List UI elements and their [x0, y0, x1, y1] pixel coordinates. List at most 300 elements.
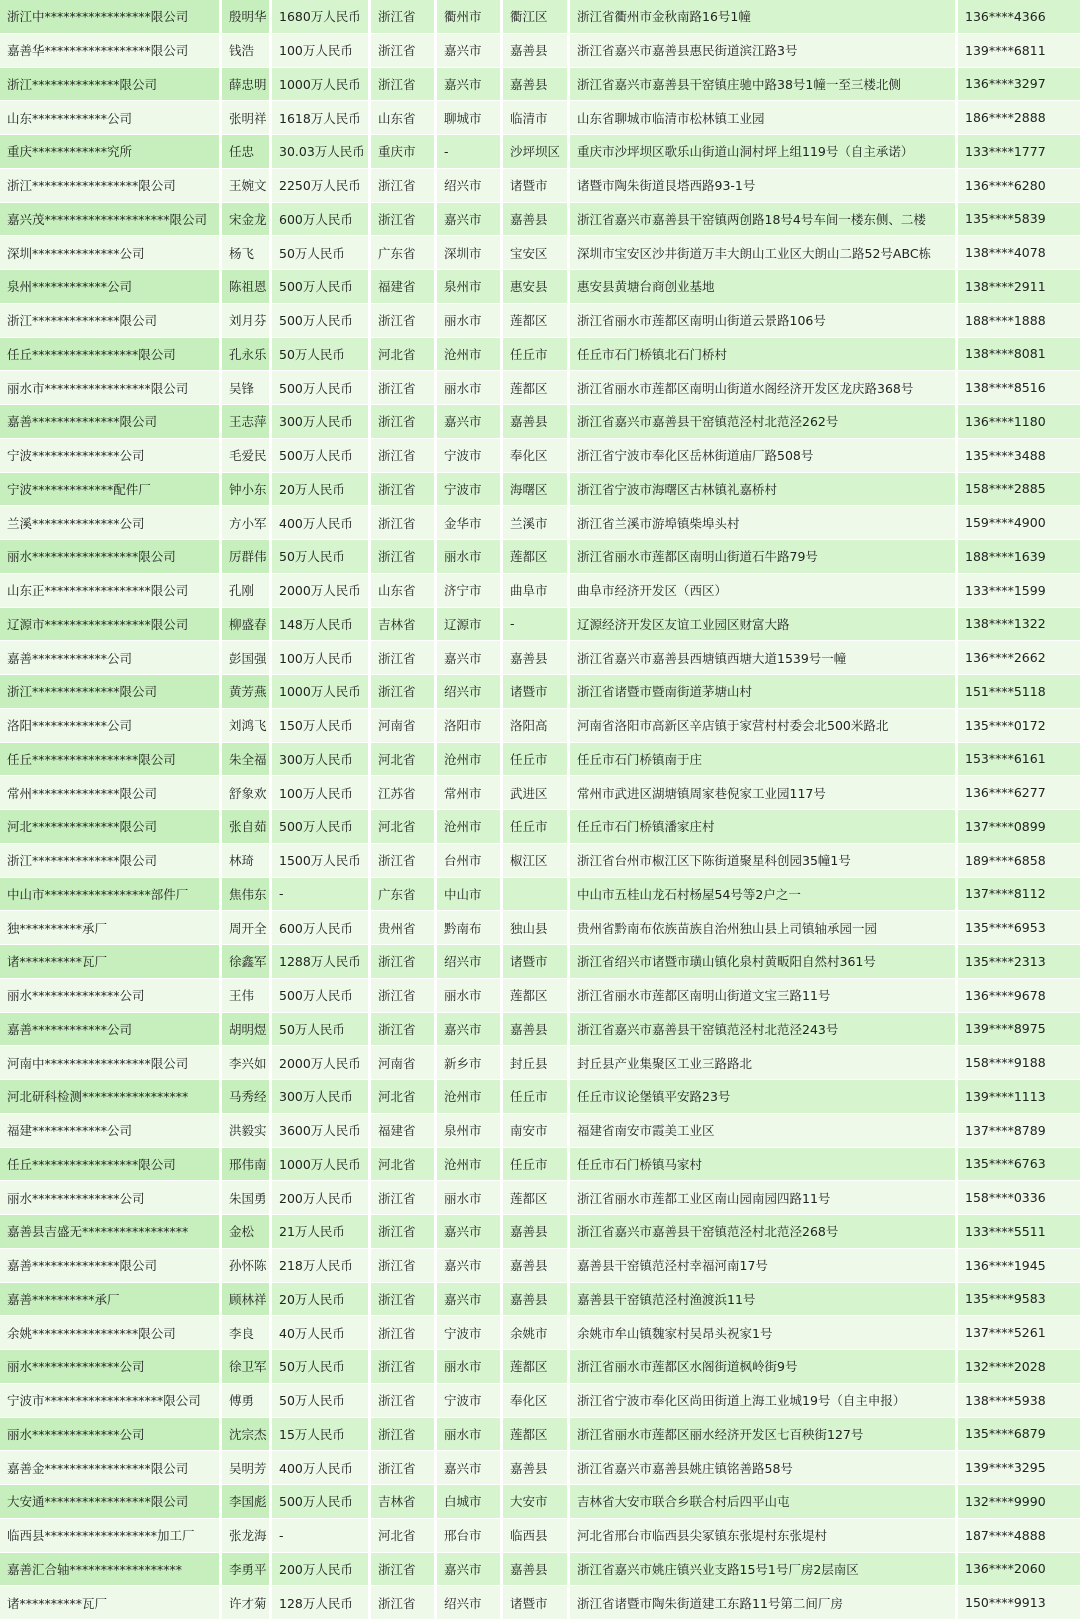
registered-capital-cell: 500万人民币 [272, 439, 371, 472]
phone-cell: 139****6811 [958, 34, 1080, 67]
district-cell: 衢江区 [503, 0, 570, 33]
phone-cell: 133****1777 [958, 135, 1080, 168]
company-name-cell: 余姚*****************限公司 [0, 1316, 222, 1349]
table-row [0, 776, 1080, 810]
table-row [0, 608, 1080, 642]
table-row [0, 135, 1080, 169]
phone-cell: 139****3295 [958, 1451, 1080, 1484]
province-cell: 浙江省 [371, 675, 437, 708]
table-row [0, 0, 1080, 34]
company-name-cell: 丽水**************公司 [0, 1418, 222, 1451]
district-cell: 奉化区 [503, 1384, 570, 1417]
registered-capital-cell: 1000万人民币 [272, 675, 371, 708]
district-cell: 余姚市 [503, 1316, 570, 1349]
province-cell: 河北省 [371, 1080, 437, 1113]
address-cell: 浙江省嘉兴市嘉善县干窑镇范泾村北范泾243号 [570, 1013, 958, 1046]
company-name-cell: 嘉善************公司 [0, 641, 222, 674]
table-row [0, 68, 1080, 102]
district-cell: 海曙区 [503, 473, 570, 506]
district-cell: 莲都区 [503, 540, 570, 573]
registered-capital-cell: 50万人民币 [272, 1013, 371, 1046]
table-row [0, 641, 1080, 675]
province-cell: 浙江省 [371, 0, 437, 33]
district-cell: 莲都区 [503, 371, 570, 404]
address-cell: 浙江省诸暨市暨南街道茅塘山村 [570, 675, 958, 708]
registered-capital-cell: - [272, 878, 371, 911]
registered-capital-cell: 50万人民币 [272, 1384, 371, 1417]
phone-cell: 132****2028 [958, 1350, 1080, 1383]
table-row [0, 810, 1080, 844]
company-name-cell: 任丘*****************限公司 [0, 338, 222, 371]
registered-capital-cell: 500万人民币 [272, 371, 371, 404]
province-cell: 浙江省 [371, 473, 437, 506]
district-cell: 嘉善县 [503, 1249, 570, 1282]
company-name-cell: 重庆************究所 [0, 135, 222, 168]
registered-capital-cell: 100万人民币 [272, 34, 371, 67]
contact-person-cell: 薛忠明 [222, 68, 272, 101]
company-name-cell: 宁波*************配件厂 [0, 473, 222, 506]
company-name-cell: 丽水*****************限公司 [0, 540, 222, 573]
city-cell: 嘉兴市 [437, 1013, 503, 1046]
company-name-cell: 任丘*****************限公司 [0, 743, 222, 776]
contact-person-cell: 吴锋 [222, 371, 272, 404]
district-cell: 诸暨市 [503, 169, 570, 202]
province-cell: 河南省 [371, 709, 437, 742]
district-cell: 诸暨市 [503, 675, 570, 708]
district-cell: 嘉善县 [503, 1215, 570, 1248]
address-cell: 河北省邢台市临西县尖冢镇东张堤村东张堤村 [570, 1519, 958, 1552]
registered-capital-cell: 1500万人民币 [272, 844, 371, 877]
address-cell: 浙江省丽水市莲都区南明山街道文宝三路11号 [570, 979, 958, 1012]
phone-cell: 136****2662 [958, 641, 1080, 674]
district-cell: 临清市 [503, 101, 570, 134]
table-row [0, 1114, 1080, 1148]
contact-person-cell: 钟小东 [222, 473, 272, 506]
contact-person-cell: 沈宗杰 [222, 1418, 272, 1451]
address-cell: 浙江省嘉兴市嘉善县姚庄镇铭善路58号 [570, 1451, 958, 1484]
district-cell: 洛阳高 [503, 709, 570, 742]
table-row [0, 439, 1080, 473]
address-cell: 深圳市宝安区沙井街道万丰大朗山工业区大朗山二路52号ABC栋 [570, 236, 958, 269]
table-row [0, 1350, 1080, 1384]
city-cell: 邢台市 [437, 1519, 503, 1552]
contact-person-cell: 徐卫军 [222, 1350, 272, 1383]
phone-cell: 136****1180 [958, 405, 1080, 438]
contact-person-cell: 徐鑫军 [222, 945, 272, 978]
contact-person-cell: 钱浩 [222, 34, 272, 67]
table-row [0, 371, 1080, 405]
company-name-cell: 大安通*****************限公司 [0, 1485, 222, 1518]
phone-cell: 151****5118 [958, 675, 1080, 708]
phone-cell: 189****6858 [958, 844, 1080, 877]
province-cell: 山东省 [371, 574, 437, 607]
district-cell: 曲阜市 [503, 574, 570, 607]
contact-person-cell: 彭国强 [222, 641, 272, 674]
phone-cell: 138****4078 [958, 236, 1080, 269]
address-cell: 嘉善县干窑镇范泾村幸福河南17号 [570, 1249, 958, 1282]
address-cell: 浙江省嘉兴市嘉善县干窑镇范泾村北范泾262号 [570, 405, 958, 438]
table-row [0, 675, 1080, 709]
contact-person-cell: 周开全 [222, 911, 272, 944]
phone-cell: 187****4888 [958, 1519, 1080, 1552]
address-cell: 封丘县产业集聚区工业三路路北 [570, 1046, 958, 1079]
province-cell: 浙江省 [371, 169, 437, 202]
company-name-cell: 丽水市*****************限公司 [0, 371, 222, 404]
company-name-cell: 河北研科检测***************** [0, 1080, 222, 1113]
registered-capital-cell: 1000万人民币 [272, 1148, 371, 1181]
province-cell: 浙江省 [371, 1181, 437, 1214]
contact-person-cell: 柳盛春 [222, 608, 272, 641]
district-cell [503, 878, 570, 911]
district-cell: 嘉善县 [503, 1451, 570, 1484]
address-cell: 辽源经济开发区友谊工业园区财富大路 [570, 608, 958, 641]
table-row [0, 1148, 1080, 1182]
district-cell: 独山县 [503, 911, 570, 944]
phone-cell: 188****1888 [958, 304, 1080, 337]
city-cell: 金华市 [437, 506, 503, 539]
district-cell: 任丘市 [503, 338, 570, 371]
province-cell: 山东省 [371, 101, 437, 134]
district-cell: 封丘县 [503, 1046, 570, 1079]
company-name-cell: 嘉善县吉盛无***************** [0, 1215, 222, 1248]
province-cell: 浙江省 [371, 1013, 437, 1046]
registered-capital-cell: 500万人民币 [272, 810, 371, 843]
city-cell: 嘉兴市 [437, 1249, 503, 1282]
address-cell: 河南省洛阳市高新区辛店镇于家营村村委会北500米路北 [570, 709, 958, 742]
city-cell: 宁波市 [437, 1316, 503, 1349]
contact-person-cell: 马秀经 [222, 1080, 272, 1113]
contact-person-cell: 洪毅实 [222, 1114, 272, 1147]
district-cell: 莲都区 [503, 1418, 570, 1451]
address-cell: 浙江省嘉兴市嘉善县干窑镇范泾村北范泾268号 [570, 1215, 958, 1248]
address-cell: 中山市五桂山龙石村杨屋54号等2户之一 [570, 878, 958, 911]
phone-cell: 136****6280 [958, 169, 1080, 202]
province-cell: 浙江省 [371, 945, 437, 978]
province-cell: 河南省 [371, 1046, 437, 1079]
address-cell: 浙江省嘉兴市嘉善县西塘镇西塘大道1539号一幢 [570, 641, 958, 674]
phone-cell: 136****3297 [958, 68, 1080, 101]
phone-cell: 136****1945 [958, 1249, 1080, 1282]
city-cell: 绍兴市 [437, 169, 503, 202]
city-cell: 绍兴市 [437, 675, 503, 708]
registered-capital-cell: - [272, 1519, 371, 1552]
province-cell: 福建省 [371, 1114, 437, 1147]
company-name-cell: 丽水**************公司 [0, 1350, 222, 1383]
district-cell: 莲都区 [503, 979, 570, 1012]
province-cell: 吉林省 [371, 1485, 437, 1518]
registered-capital-cell: 500万人民币 [272, 270, 371, 303]
table-row [0, 1283, 1080, 1317]
province-cell: 河北省 [371, 1148, 437, 1181]
address-cell: 诸暨市陶朱街道艮塔西路93-1号 [570, 169, 958, 202]
phone-cell: 135****3488 [958, 439, 1080, 472]
table-row [0, 1451, 1080, 1485]
registered-capital-cell: 300万人民币 [272, 743, 371, 776]
phone-cell: 136****9678 [958, 979, 1080, 1012]
city-cell: 嘉兴市 [437, 1215, 503, 1248]
company-name-cell: 嘉善**************限公司 [0, 405, 222, 438]
company-name-cell: 诸**********瓦厂 [0, 1586, 222, 1619]
contact-person-cell: 焦伟东 [222, 878, 272, 911]
contact-person-cell: 李兴如 [222, 1046, 272, 1079]
company-name-cell: 中山市*****************部件厂 [0, 878, 222, 911]
address-cell: 浙江省丽水市莲都区南明山街道水阁经济开发区龙庆路368号 [570, 371, 958, 404]
table-row [0, 1553, 1080, 1587]
registered-capital-cell: 300万人民币 [272, 405, 371, 438]
address-cell: 浙江省嘉兴市嘉善县干窑镇庄驰中路38号1幢一至三楼北侧 [570, 68, 958, 101]
company-name-cell: 独**********承厂 [0, 911, 222, 944]
registered-capital-cell: 2000万人民币 [272, 1046, 371, 1079]
district-cell: 椒江区 [503, 844, 570, 877]
table-row [0, 878, 1080, 912]
table-row [0, 979, 1080, 1013]
address-cell: 浙江省嘉兴市嘉善县惠民街道滨江路3号 [570, 34, 958, 67]
district-cell: 武进区 [503, 776, 570, 809]
city-cell: 泉州市 [437, 1114, 503, 1147]
address-cell: 浙江省丽水市莲都区南明山街道云景路106号 [570, 304, 958, 337]
contact-person-cell: 刘月芬 [222, 304, 272, 337]
company-name-cell: 嘉善汇合轴****************** [0, 1553, 222, 1586]
phone-cell: 153****6161 [958, 743, 1080, 776]
phone-cell: 132****9990 [958, 1485, 1080, 1518]
address-cell: 常州市武进区湖塘镇周家巷倪家工业园117号 [570, 776, 958, 809]
contact-person-cell: 林琦 [222, 844, 272, 877]
province-cell: 浙江省 [371, 1350, 437, 1383]
district-cell: 任丘市 [503, 810, 570, 843]
city-cell: - [437, 135, 503, 168]
city-cell: 宁波市 [437, 473, 503, 506]
contact-person-cell: 张明祥 [222, 101, 272, 134]
contact-person-cell: 黄芳燕 [222, 675, 272, 708]
company-name-cell: 深圳**************公司 [0, 236, 222, 269]
registered-capital-cell: 400万人民币 [272, 1451, 371, 1484]
district-cell: 任丘市 [503, 1148, 570, 1181]
phone-cell: 137****0899 [958, 810, 1080, 843]
contact-person-cell: 张龙海 [222, 1519, 272, 1552]
contact-person-cell: 孙怀陈 [222, 1249, 272, 1282]
phone-cell: 158****9188 [958, 1046, 1080, 1079]
registered-capital-cell: 148万人民币 [272, 608, 371, 641]
contact-person-cell: 吴明芳 [222, 1451, 272, 1484]
company-name-cell: 任丘*****************限公司 [0, 1148, 222, 1181]
province-cell: 浙江省 [371, 34, 437, 67]
province-cell: 浙江省 [371, 1384, 437, 1417]
contact-person-cell: 孔永乐 [222, 338, 272, 371]
company-name-cell: 嘉善**********承厂 [0, 1283, 222, 1316]
registered-capital-cell: 1618万人民币 [272, 101, 371, 134]
city-cell: 丽水市 [437, 371, 503, 404]
table-row [0, 1586, 1080, 1620]
phone-cell: 133****1599 [958, 574, 1080, 607]
contact-person-cell: 李国彪 [222, 1485, 272, 1518]
table-row [0, 1046, 1080, 1080]
address-cell: 浙江省宁波市奉化区岳林街道庙厂路508号 [570, 439, 958, 472]
company-name-cell: 兰溪**************公司 [0, 506, 222, 539]
registered-capital-cell: 3600万人民币 [272, 1114, 371, 1147]
company-name-cell: 浙江*****************限公司 [0, 169, 222, 202]
registered-capital-cell: 50万人民币 [272, 236, 371, 269]
contact-person-cell: 杨飞 [222, 236, 272, 269]
address-cell: 浙江省台州市椒江区下陈街道聚星科创园35幢1号 [570, 844, 958, 877]
district-cell: 奉化区 [503, 439, 570, 472]
district-cell: 莲都区 [503, 1350, 570, 1383]
registered-capital-cell: 1288万人民币 [272, 945, 371, 978]
province-cell: 浙江省 [371, 405, 437, 438]
district-cell: - [503, 608, 570, 641]
city-cell: 白城市 [437, 1485, 503, 1518]
district-cell: 莲都区 [503, 304, 570, 337]
phone-cell: 135****6763 [958, 1148, 1080, 1181]
city-cell: 台州市 [437, 844, 503, 877]
table-row [0, 1418, 1080, 1452]
phone-cell: 150****9913 [958, 1586, 1080, 1619]
registered-capital-cell: 400万人民币 [272, 506, 371, 539]
contact-person-cell: 殷明华 [222, 0, 272, 33]
province-cell: 浙江省 [371, 1553, 437, 1586]
address-cell: 任丘市石门桥镇马家村 [570, 1148, 958, 1181]
district-cell: 诸暨市 [503, 945, 570, 978]
company-name-cell: 嘉兴茂********************限公司 [0, 203, 222, 236]
registered-capital-cell: 21万人民币 [272, 1215, 371, 1248]
address-cell: 重庆市沙坪坝区歌乐山街道山洞村坪上组119号（自主承诺） [570, 135, 958, 168]
registered-capital-cell: 600万人民币 [272, 911, 371, 944]
phone-cell: 137****5261 [958, 1316, 1080, 1349]
table-row [0, 1384, 1080, 1418]
table-row [0, 1249, 1080, 1283]
registered-capital-cell: 100万人民币 [272, 641, 371, 674]
province-cell: 河北省 [371, 743, 437, 776]
address-cell: 浙江省兰溪市游埠镇柴埠头村 [570, 506, 958, 539]
registered-capital-cell: 20万人民币 [272, 1283, 371, 1316]
company-name-cell: 嘉善华*****************限公司 [0, 34, 222, 67]
phone-cell: 138****2911 [958, 270, 1080, 303]
company-name-cell: 浙江**************限公司 [0, 844, 222, 877]
phone-cell: 135****0172 [958, 709, 1080, 742]
phone-cell: 135****9583 [958, 1283, 1080, 1316]
province-cell: 浙江省 [371, 540, 437, 573]
contact-person-cell: 李勇平 [222, 1553, 272, 1586]
district-cell: 宝安区 [503, 236, 570, 269]
city-cell: 衢州市 [437, 0, 503, 33]
district-cell: 莲都区 [503, 1181, 570, 1214]
registered-capital-cell: 2250万人民币 [272, 169, 371, 202]
table-row [0, 506, 1080, 540]
registered-capital-cell: 15万人民币 [272, 1418, 371, 1451]
district-cell: 嘉善县 [503, 1013, 570, 1046]
table-row [0, 473, 1080, 507]
address-cell: 贵州省黔南布依族苗族自治州独山县上司镇轴承园一园 [570, 911, 958, 944]
phone-cell: 139****1113 [958, 1080, 1080, 1113]
address-cell: 浙江省丽水市莲都区丽水经济开发区七百秧街127号 [570, 1418, 958, 1451]
contact-person-cell: 王伟 [222, 979, 272, 1012]
district-cell: 沙坪坝区 [503, 135, 570, 168]
city-cell: 辽源市 [437, 608, 503, 641]
province-cell: 贵州省 [371, 911, 437, 944]
district-cell: 惠安县 [503, 270, 570, 303]
company-name-cell: 丽水**************公司 [0, 1181, 222, 1214]
contact-person-cell: 金松 [222, 1215, 272, 1248]
province-cell: 重庆市 [371, 135, 437, 168]
contact-person-cell: 厉群伟 [222, 540, 272, 573]
registered-capital-cell: 200万人民币 [272, 1181, 371, 1214]
city-cell: 丽水市 [437, 1181, 503, 1214]
address-cell: 浙江省诸暨市陶朱街道建工东路11号第二间厂房 [570, 1586, 958, 1619]
address-cell: 吉林省大安市联合乡联合村后四平山屯 [570, 1485, 958, 1518]
registered-capital-cell: 30.03万人民币 [272, 135, 371, 168]
table-row [0, 338, 1080, 372]
address-cell: 浙江省衢州市金秋南路16号1幢 [570, 0, 958, 33]
district-cell: 大安市 [503, 1485, 570, 1518]
table-row [0, 911, 1080, 945]
address-cell: 任丘市议论堡镇平安路23号 [570, 1080, 958, 1113]
registered-capital-cell: 300万人民币 [272, 1080, 371, 1113]
city-cell: 黔南布 [437, 911, 503, 944]
district-cell: 嘉善县 [503, 1283, 570, 1316]
company-name-cell: 浙江中*****************限公司 [0, 0, 222, 33]
contact-person-cell: 刘鸿飞 [222, 709, 272, 742]
district-cell: 兰溪市 [503, 506, 570, 539]
table-row [0, 169, 1080, 203]
registered-capital-cell: 128万人民币 [272, 1586, 371, 1619]
table-row [0, 1181, 1080, 1215]
district-cell: 任丘市 [503, 1080, 570, 1113]
address-cell: 嘉善县干窑镇范泾村渔渡浜11号 [570, 1283, 958, 1316]
address-cell: 任丘市石门桥镇北石门桥村 [570, 338, 958, 371]
address-cell: 任丘市石门桥镇南于庄 [570, 743, 958, 776]
district-cell: 嘉善县 [503, 34, 570, 67]
phone-cell: 186****2888 [958, 101, 1080, 134]
company-name-cell: 临西县******************加工厂 [0, 1519, 222, 1552]
company-name-cell: 宁波**************公司 [0, 439, 222, 472]
registered-capital-cell: 50万人民币 [272, 1350, 371, 1383]
contact-person-cell: 王婉文 [222, 169, 272, 202]
province-cell: 浙江省 [371, 1418, 437, 1451]
contact-person-cell: 朱全福 [222, 743, 272, 776]
phone-cell: 158****2885 [958, 473, 1080, 506]
phone-cell: 135****6879 [958, 1418, 1080, 1451]
city-cell: 丽水市 [437, 304, 503, 337]
contact-person-cell: 宋金龙 [222, 203, 272, 236]
address-cell: 浙江省嘉兴市嘉善县干窑镇两创路18号4号车间一楼东侧、二楼 [570, 203, 958, 236]
province-cell: 浙江省 [371, 979, 437, 1012]
company-name-cell: 嘉善**************限公司 [0, 1249, 222, 1282]
phone-cell: 135****5839 [958, 203, 1080, 236]
table-row [0, 540, 1080, 574]
table-row [0, 743, 1080, 777]
district-cell: 任丘市 [503, 743, 570, 776]
address-cell: 福建省南安市霞美工业区 [570, 1114, 958, 1147]
province-cell: 福建省 [371, 270, 437, 303]
phone-cell: 138****8516 [958, 371, 1080, 404]
phone-cell: 137****8112 [958, 878, 1080, 911]
phone-cell: 138****1322 [958, 608, 1080, 641]
city-cell: 洛阳市 [437, 709, 503, 742]
contact-person-cell: 邢伟南 [222, 1148, 272, 1181]
city-cell: 绍兴市 [437, 945, 503, 978]
province-cell: 浙江省 [371, 371, 437, 404]
city-cell: 新乡市 [437, 1046, 503, 1079]
table-row [0, 34, 1080, 68]
contact-person-cell: 任忠 [222, 135, 272, 168]
address-cell: 浙江省宁波市海曙区古林镇礼嘉桥村 [570, 473, 958, 506]
address-cell: 浙江省丽水市莲都区南明山街道石牛路79号 [570, 540, 958, 573]
contact-person-cell: 毛爱民 [222, 439, 272, 472]
table-row [0, 236, 1080, 270]
address-cell: 曲阜市经济开发区（西区） [570, 574, 958, 607]
city-cell: 济宁市 [437, 574, 503, 607]
table-row [0, 1013, 1080, 1047]
phone-cell: 159****4900 [958, 506, 1080, 539]
